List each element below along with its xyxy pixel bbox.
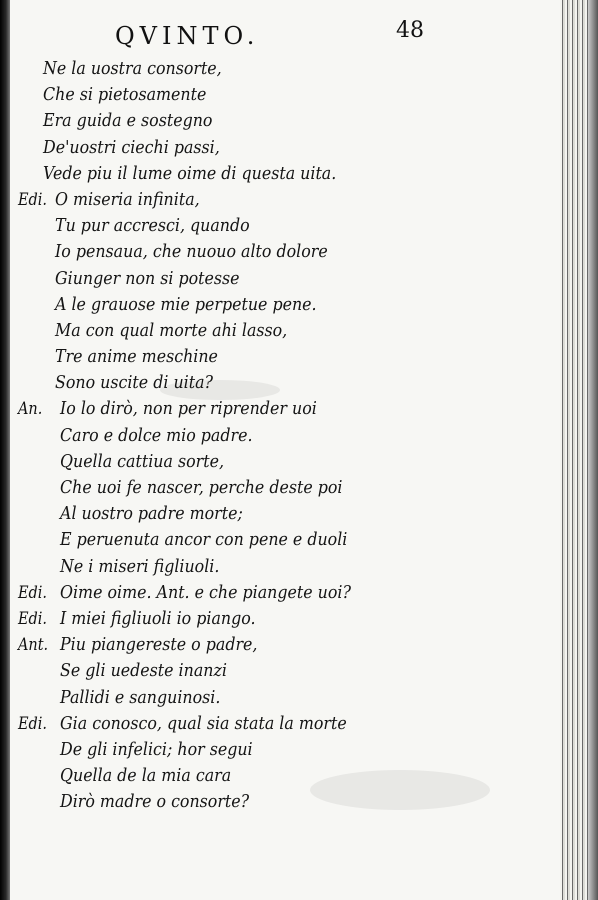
verse-text: De gli infelici; hor segui bbox=[60, 738, 253, 760]
verse-line bbox=[10, 58, 550, 84]
verse-text: De'uostri ciechi passi, bbox=[43, 136, 220, 158]
verse-line bbox=[10, 582, 550, 608]
verse-text: Al uostro padre morte; bbox=[60, 503, 243, 525]
verse-line bbox=[10, 765, 550, 791]
verse-text: Ne la uostra consorte, bbox=[43, 58, 222, 79]
verse-text: E peruenuta ancor con pene e duoli bbox=[60, 529, 348, 551]
verse-text: Che uoi fe nascer, perche deste poi bbox=[60, 477, 343, 498]
verse-line bbox=[10, 634, 550, 660]
verse-text: Giunger non si potesse bbox=[55, 267, 240, 289]
verse-line bbox=[10, 137, 550, 163]
page-number: 48 bbox=[396, 18, 424, 43]
verse-line bbox=[10, 215, 550, 241]
book-page bbox=[10, 0, 560, 900]
verse-line bbox=[10, 687, 550, 713]
verse-text: Se gli uedeste inanzi bbox=[60, 660, 227, 682]
speaker-label: Edi. bbox=[18, 189, 48, 210]
verse-text: Quella cattiua sorte, bbox=[60, 450, 224, 472]
verse-text: Io pensaua, che nuouo alto dolore bbox=[55, 241, 328, 263]
verse-text: Vede piu il lume oime di questa uita. bbox=[43, 162, 337, 184]
verse-text: Era guida e sostegno bbox=[43, 110, 213, 132]
verse-line bbox=[10, 529, 550, 555]
verse-line bbox=[10, 791, 550, 817]
verse-text: Tre anime meschine bbox=[55, 346, 218, 368]
verse-text: Piu piangereste o padre, bbox=[60, 634, 258, 656]
verse-text: Sono uscite di uita? bbox=[55, 372, 214, 394]
verse-line bbox=[10, 425, 550, 451]
verse-text: Oime oime. Ant. e che piangete uoi? bbox=[60, 581, 351, 603]
verse-line bbox=[10, 503, 550, 529]
page-edges bbox=[560, 0, 598, 900]
verse-text: Che si pietosamente bbox=[43, 84, 207, 106]
verse-text: Tu pur accresci, quando bbox=[55, 215, 250, 237]
speaker-label: An. bbox=[18, 399, 43, 420]
verse-line bbox=[10, 398, 550, 424]
page-header bbox=[10, 18, 560, 52]
verse-text: Io lo dirò, non per riprender uoi bbox=[60, 398, 317, 420]
verse-line bbox=[10, 294, 550, 320]
verse-text: O miseria infinita, bbox=[55, 188, 200, 210]
verse-text: Dirò madre o consorte? bbox=[60, 791, 250, 813]
verse-line bbox=[10, 660, 550, 686]
verse-text: Caro e dolce mio padre. bbox=[60, 424, 253, 446]
verse-text-block bbox=[10, 58, 550, 817]
verse-text: Pallidi e sanguinosi. bbox=[60, 686, 221, 708]
verse-text: Ma con qual morte ahi lasso, bbox=[55, 319, 288, 341]
running-head: QVINTO. bbox=[115, 22, 260, 50]
verse-line bbox=[10, 477, 550, 503]
verse-line bbox=[10, 346, 550, 372]
verse-line bbox=[10, 189, 550, 215]
verse-line bbox=[10, 608, 550, 634]
verse-line bbox=[10, 268, 550, 294]
speaker-label: Edi. bbox=[18, 713, 48, 734]
verse-text: I miei figliuoli io piango. bbox=[60, 607, 256, 629]
verse-line bbox=[10, 372, 550, 398]
verse-text: Ne i miseri figliuoli. bbox=[60, 555, 220, 577]
verse-line bbox=[10, 110, 550, 136]
verse-text: Quella de la mia cara bbox=[60, 765, 232, 787]
verse-line bbox=[10, 739, 550, 765]
verse-text: Gia conosco, qual sia stata la morte bbox=[60, 712, 347, 734]
verse-line bbox=[10, 241, 550, 267]
speaker-label: Edi. bbox=[18, 582, 48, 603]
verse-line bbox=[10, 556, 550, 582]
verse-line bbox=[10, 451, 550, 477]
book-spine-shadow bbox=[0, 0, 10, 900]
verse-line bbox=[10, 163, 550, 189]
speaker-label: Edi. bbox=[18, 608, 48, 629]
verse-line bbox=[10, 320, 550, 346]
verse-line bbox=[10, 713, 550, 739]
verse-line bbox=[10, 84, 550, 110]
verse-text: A le grauose mie perpetue pene. bbox=[55, 293, 317, 315]
speaker-label: Ant. bbox=[18, 635, 49, 656]
